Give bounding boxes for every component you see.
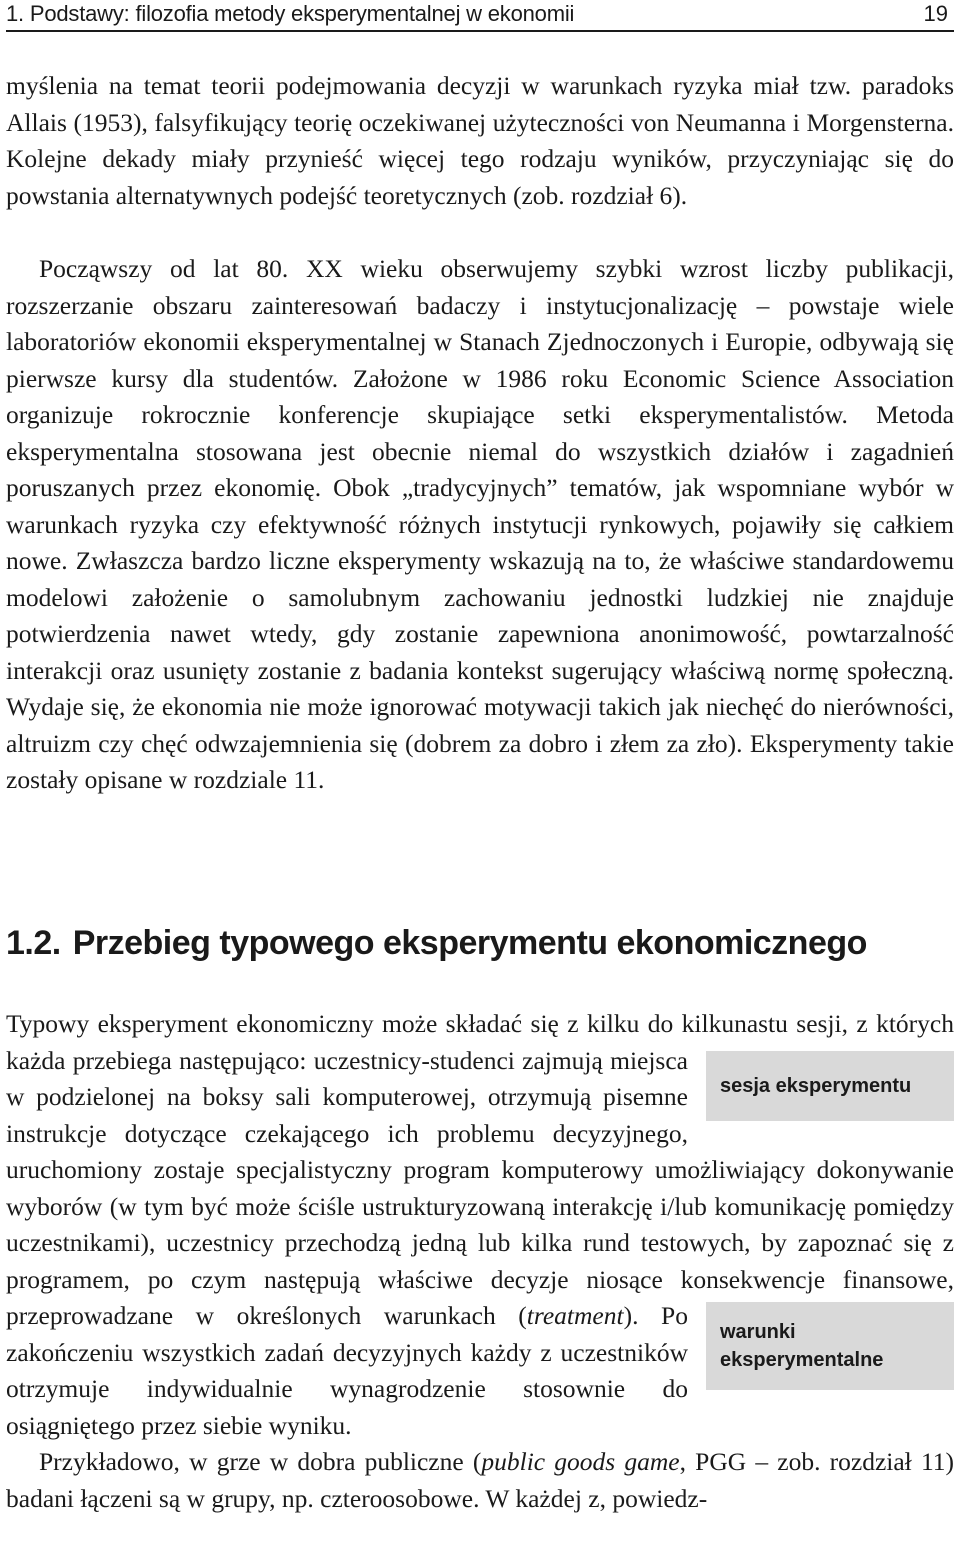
paragraph-since-80s: Począwszy od lat 80. XX wieku obserwujemy szybki wzrost liczby publikacji, rozszerzanie obszaru zainteresowań badaczy i instytucjonalizację – powstaje wiele laboratoriów ekonomii eksperymentalnej w Stanach Zjednoczonych i Europie, odbywają się pierwsze kursy dla studentów. Założone w 1986 roku Economic Science Association organizuje rokrocznie konferencje skupiające setki eksperymentalistów. Metoda eksperymentalna stosowana jest obecnie niemal do wszystkich działów i zagadnień poruszanych przez ekonomię. Obok „tradycyjnych” tematów, jak wspomniane wybór w warunkach ryzyka czy efektywność różnych instytucji rynkowych, pojawiły się całkiem nowe. Zwłaszcza bardzo liczne eksperymenty wskazują na to, że właściwe standardowemu modelowi założenie o samolubnym zachowaniu jednostki ludzkiej nie znajduje potwierdzenia nawet wtedy, gdy zostanie zapewniona anonimowość, powtarzalność interakcji oraz usunięty zostanie z badania kontekst sugerujący właściwą normę społeczną. Wydaje się, że ekonomia nie może ignorować motywacji takich jak niechęć do nierówności, altruizm czy chęć odwzajemnienia się (dobrem za dobro i złem za zło). Eksperymenty takie zostały opisane w rozdziale 11.: [6, 254, 954, 794]
pgg-term: public goods game: [481, 1447, 680, 1476]
paragraph-typical-experiment-text-1: Typowy eksperyment ekonomiczny może składać się z kilku do kilkunastu sesji, z których każda przebiega następująco: uczestnicy-studenci zajmują sesja eksperymentu miejsca w podzielonej na boksy sali komputerowej, otrzymują pisemne instrukcje dotyczące czekającego ich problemu decyzyjnego, uruchomiony zostaje specjalistyczny program komputerowy umożliwiający dokonywanie wyborów (w tym być może ściśle ustrukturyzowaną interakcję i/lub komunikację pomiędzy uczestnikami), uczestnicy przechodzą jedną lub kilka rund testowych, by zapoznać się z programem, po czym następują właściwe decyzje niosące konsekwencje finansowe, przeprowadzane w określonych warunkach warunki eksperymentalne (: [6, 1009, 954, 1330]
margin-note-session: [706, 1051, 954, 1121]
margin-note-conditions: [706, 1302, 954, 1390]
paragraph-typical-experiment-text-2: ). Po zakończeniu wszystkich zadań decyzyjnych każdy z uczestników otrzymuje indywidualnie wynagrodzenie stosownie do osiągniętego przez siebie wyniku.: [6, 1301, 688, 1440]
treatment-term: treatment: [526, 1301, 624, 1330]
section-number: 1.2.: [6, 924, 61, 962]
margin-note-conditions-label: warunki eksperymentalne: [720, 1321, 884, 1371]
paragraph-pgg-text-1: Przykładowo, w grze w dobra publiczne (: [39, 1447, 482, 1476]
paragraph-pgg-example: [6, 1444, 954, 1517]
page-number: 19: [923, 1, 948, 26]
section-heading: [6, 918, 867, 968]
section-body: [6, 1006, 954, 1517]
section-title: Przebieg typowego eksperymentu ekonomicznego: [72, 924, 867, 962]
margin-note-session-label: sesja eksperymentu: [720, 1074, 912, 1097]
paragraph-typical-experiment: [6, 1006, 954, 1444]
running-head-chapter-title: 1. Podstawy: filozofia metody eksperymentalnej w ekonomii: [6, 1, 575, 26]
paragraph-allais: myślenia na temat teorii podejmowania decyzji w warunkach ryzyka miał tzw. paradoks Allais (1953), falsyfikujący teorię oczekiwanej użyteczności von Neumanna i Morgensterna. Kolejne dekady miały przynieść więcej tego rodzaju wyników, przyczyniając się do powstania alternatywnych podejść teoretycznych (zob. rozdział 6).: [6, 71, 954, 210]
running-head: [6, 0, 954, 32]
paragraph-pgg-text-2: , PGG – zob. rozdział 11) badani łączeni są w grupy, np. czteroosobowe. W każdej z, powiedz-: [6, 1447, 954, 1513]
